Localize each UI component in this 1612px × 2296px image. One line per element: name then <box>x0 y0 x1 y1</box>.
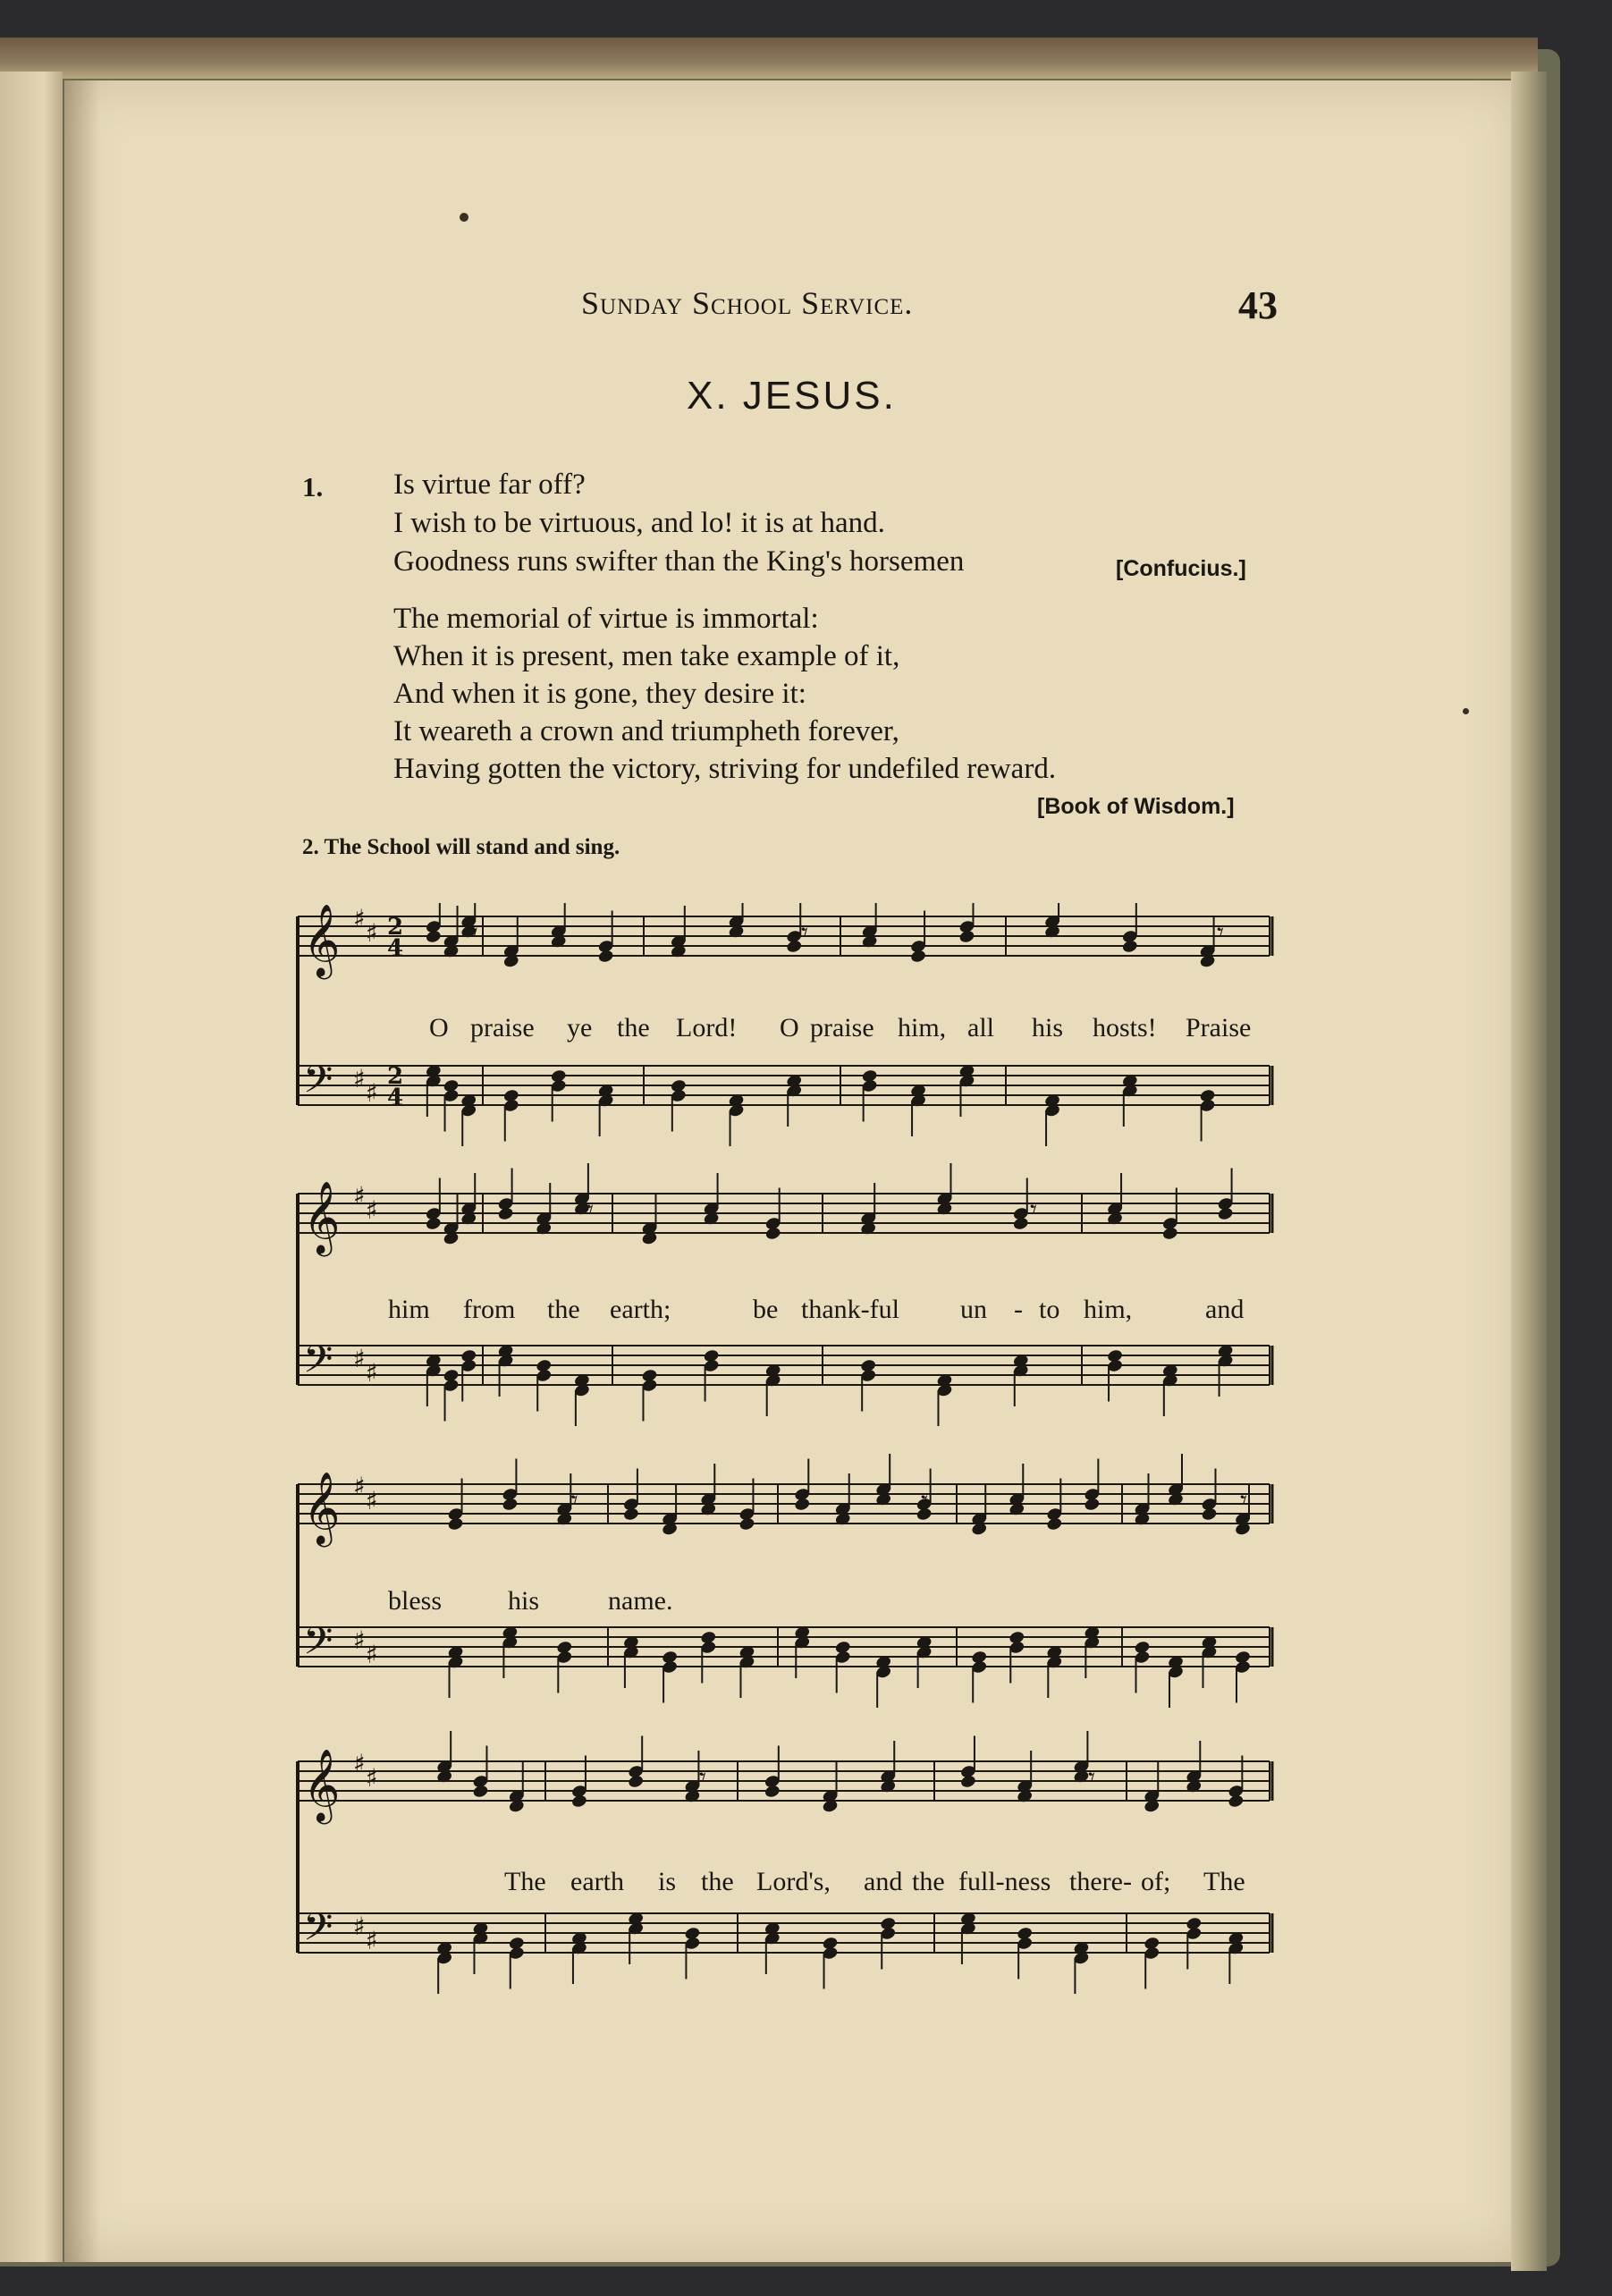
book-top-edge <box>0 38 1538 79</box>
lyric-word: the <box>547 1295 580 1324</box>
lyric-word: the <box>912 1867 945 1896</box>
note-head <box>1012 1216 1029 1231</box>
verse-line: When it is present, men take example of it, <box>393 640 900 672</box>
sharp-icon: ♯ <box>366 1640 378 1669</box>
note-head <box>425 1216 442 1231</box>
sharp-icon: ♯ <box>353 1912 366 1941</box>
lyric-word: the <box>617 1013 650 1042</box>
lyric-word: praise <box>810 1013 874 1042</box>
reading-number: 1. <box>302 471 324 502</box>
sharp-icon: ♯ <box>353 1472 366 1501</box>
note-head <box>1121 939 1138 954</box>
verse-line: And when it is gone, they desire it: <box>393 678 806 710</box>
note-head <box>909 949 926 964</box>
note-head <box>570 1794 587 1809</box>
eighth-rest-icon: 𝄾 <box>1217 917 1224 949</box>
sharp-icon: ♯ <box>353 1625 366 1655</box>
lyric-word: there- <box>1069 1867 1132 1896</box>
instruction: 2. The School will stand and sing. <box>302 835 620 859</box>
lyric-word: and <box>1205 1295 1245 1324</box>
note-head <box>764 1226 781 1241</box>
verse-line: I wish to be virtuous, and lo! it is at hand. <box>393 507 885 539</box>
eighth-rest-icon: 𝄾 <box>587 1194 594 1226</box>
treble-clef-icon: 𝄞 <box>303 1471 341 1544</box>
note-head <box>738 1516 755 1532</box>
lyric-word: earth <box>570 1867 624 1896</box>
time-signature-top: 2 <box>387 914 404 941</box>
lyric-word: him, <box>898 1013 947 1042</box>
time-signature-bottom: 4 <box>387 935 404 962</box>
lyric-word: Praise <box>1186 1013 1252 1042</box>
note-head <box>597 949 614 964</box>
note-head <box>1161 1226 1178 1241</box>
eighth-rest-icon: 𝄾 <box>801 917 808 949</box>
lyric-word: full-ness <box>958 1867 1051 1896</box>
sharp-icon: ♯ <box>366 1358 378 1388</box>
sharp-icon: ♯ <box>366 1486 378 1515</box>
ink-speck <box>460 213 468 222</box>
note-head <box>764 1784 781 1799</box>
note-head <box>447 1516 464 1532</box>
bass-clef-icon: 𝄢 <box>303 1905 333 1959</box>
left-page-edge <box>0 72 63 2262</box>
eighth-rest-icon: 𝄾 <box>921 1485 928 1516</box>
lyric-word: The <box>1203 1867 1245 1896</box>
sharp-icon: ♯ <box>353 1344 366 1373</box>
citation: [Book of Wisdom.] <box>1037 794 1235 819</box>
lyric-word: from <box>463 1295 516 1324</box>
verse-line: Is virtue far off? <box>393 468 586 501</box>
sharp-icon: ♯ <box>366 1078 378 1108</box>
lyric-word: - <box>1014 1295 1023 1324</box>
lyric-word: his <box>1032 1013 1064 1042</box>
verse-line: The memorial of virtue is immortal: <box>393 603 819 635</box>
bass-clef-icon: 𝄢 <box>303 1338 333 1391</box>
note-head <box>959 1774 976 1789</box>
eighth-rest-icon: 𝄾 <box>1240 1485 1247 1516</box>
lyric-word: ye <box>567 1013 593 1042</box>
lyric-word: earth; <box>610 1295 671 1324</box>
running-head: Sunday School Service. <box>581 285 914 321</box>
note-head <box>502 1497 519 1512</box>
note-head <box>958 929 975 944</box>
lyric-word: to <box>1039 1295 1060 1324</box>
sharp-icon: ♯ <box>366 1926 378 1955</box>
lyric-word: his <box>508 1586 540 1616</box>
eighth-rest-icon: 𝄾 <box>470 917 478 949</box>
note-head <box>497 1206 514 1221</box>
sharp-icon: ♯ <box>366 918 378 948</box>
verse-line: It weareth a crown and triumpheth forever, <box>393 715 899 747</box>
page-fore-edge <box>1511 72 1547 2271</box>
ink-speck <box>1463 708 1469 714</box>
sharp-icon: ♯ <box>353 904 366 933</box>
lyric-word: The <box>504 1867 546 1896</box>
lyric-word: of; <box>1141 1867 1171 1896</box>
note-head <box>1084 1497 1101 1512</box>
lyric-word: un <box>960 1295 987 1324</box>
sharp-icon: ♯ <box>353 1181 366 1211</box>
treble-clef-icon: 𝄞 <box>303 903 341 976</box>
sharp-icon: ♯ <box>366 1763 378 1793</box>
lyric-word: name. <box>608 1586 673 1616</box>
note-head <box>1228 1794 1245 1809</box>
citation: [Confucius.] <box>1116 556 1246 581</box>
sharp-icon: ♯ <box>353 1064 366 1093</box>
note-head <box>786 939 803 954</box>
bass-clef-icon: 𝄢 <box>303 1619 333 1673</box>
music-score <box>291 903 1292 1994</box>
lyric-word: praise <box>470 1013 535 1042</box>
sharp-icon: ♯ <box>353 1749 366 1778</box>
lyric-word: and <box>864 1867 903 1896</box>
page-number: 43 <box>1238 283 1278 327</box>
note-head <box>628 1774 645 1789</box>
sharp-icon: ♯ <box>366 1195 378 1225</box>
eighth-rest-icon: 𝄾 <box>570 1485 578 1516</box>
lyric-word: Lord! <box>676 1013 738 1042</box>
note-head <box>1217 1206 1234 1221</box>
lyric-word: thank-ful <box>801 1295 899 1324</box>
eighth-rest-icon: 𝄾 <box>699 1762 706 1794</box>
lyric-word: Lord's, <box>756 1867 831 1896</box>
note-head <box>794 1497 811 1512</box>
note-head <box>425 929 442 944</box>
bass-clef-icon: 𝄢 <box>303 1058 333 1111</box>
note-head <box>1046 1516 1063 1532</box>
treble-clef-icon: 𝄞 <box>303 1748 341 1821</box>
eighth-rest-icon: 𝄾 <box>1088 1762 1095 1794</box>
note-head <box>472 1784 489 1799</box>
note-head <box>1201 1507 1218 1522</box>
note-head <box>622 1507 639 1522</box>
time-signature-top: 2 <box>387 1063 404 1090</box>
lyric-word: him <box>388 1295 430 1324</box>
spine-shadow <box>64 80 100 2262</box>
eighth-rest-icon: 𝄾 <box>1030 1194 1037 1226</box>
lyric-word: him, <box>1084 1295 1133 1324</box>
lyric-word: is <box>658 1867 677 1896</box>
lyric-word: O <box>780 1013 799 1042</box>
section-title: X. JESUS. <box>687 374 897 418</box>
lyric-word: O <box>429 1013 449 1042</box>
lyric-word: be <box>753 1295 779 1324</box>
lyric-word: all <box>967 1013 994 1042</box>
treble-clef-icon: 𝄞 <box>303 1180 341 1254</box>
time-signature-bottom: 4 <box>387 1085 404 1111</box>
lyric-word: the <box>701 1867 734 1896</box>
verse-line: Having gotten the victory, striving for undefiled reward. <box>393 753 1057 785</box>
lyric-word: hosts! <box>1093 1013 1157 1042</box>
lyric-word: bless <box>388 1586 442 1616</box>
verse-line: Goodness runs swifter than the King's horsemen <box>393 545 965 578</box>
